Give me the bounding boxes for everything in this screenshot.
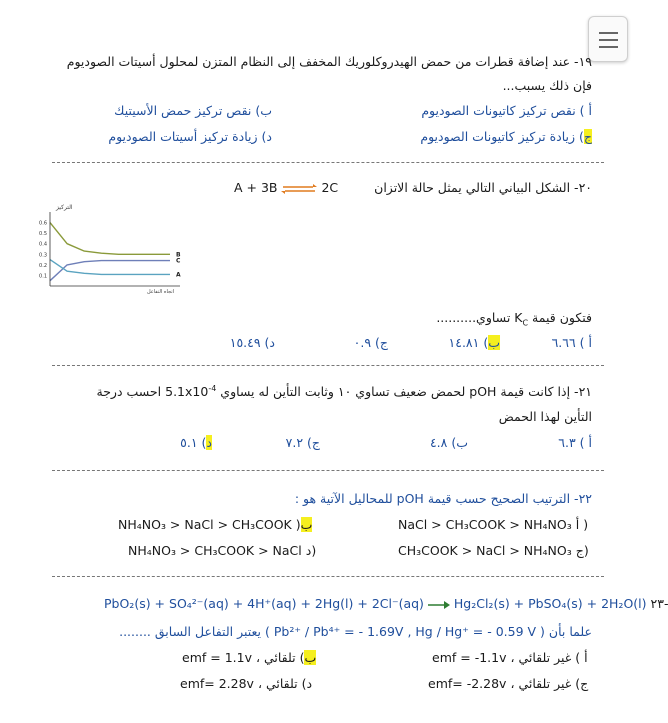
- chart-y-tick-label: 0.5: [39, 231, 47, 238]
- chart-series-label-C: C: [176, 257, 181, 265]
- q21-option-c[interactable]: ج) ٧.٢: [285, 435, 320, 450]
- q19-option-a[interactable]: أ ) نقص تركيز كاتيونات الصوديوم: [421, 103, 592, 118]
- q19-question-line1: ١٩- عند إضافة قطرات من حمض الهيدروكلوريك المخفف إلى النظام المتزن لمحلول أسيتات الصوديوم: [66, 54, 592, 69]
- menu-line-icon: [599, 32, 618, 34]
- q19-option-d[interactable]: د) زيادة تركيز أسيتات الصوديوم: [108, 129, 272, 144]
- section-divider: [52, 470, 604, 471]
- answer-highlight: ب: [300, 517, 313, 532]
- q20-question: ٢٠- الشكل البياني التالي يمثل حالة الاتزان: [374, 180, 592, 195]
- equilibrium-concentration-chart: [30, 200, 190, 300]
- q20-option-d[interactable]: د) ١٥.٤٩: [229, 335, 275, 350]
- q23-reaction-equation: PbO₂(s) + SO₄²⁻(aq) + 4H⁺(aq) + 2Hg(l) + 2Cl⁻(aq) Hg₂Cl₂(s) + PbSO₄(s) + 2H₂O(l) ٢٣: [104, 596, 664, 611]
- chart-y-tick-label: 0.1: [39, 273, 47, 280]
- q19-question-line2: فإن ذلك يسبب...: [502, 78, 592, 93]
- answer-highlight: ج: [583, 129, 592, 144]
- q20-result-line: فتكون قيمة $K_C$ تساوي..........: [436, 310, 592, 328]
- section-divider: [52, 162, 604, 163]
- chart-y-tick-label: 0.6: [39, 220, 47, 227]
- chart-y-tick-label: 0.4: [39, 241, 47, 248]
- reaction-arrow-icon: [428, 601, 450, 609]
- chart-x-axis-label: اتجاه التفاعل: [147, 289, 174, 295]
- hamburger-menu-button[interactable]: [588, 16, 628, 62]
- chart-series-line-A: [50, 260, 170, 275]
- menu-line-icon: [599, 39, 618, 41]
- q21-question-line2: التأين لهذا الحمض: [498, 409, 592, 424]
- menu-line-icon: [599, 46, 618, 48]
- chart-y-tick-label: 0.2: [39, 262, 47, 269]
- section-divider: [52, 576, 604, 577]
- answer-highlight: ب: [304, 650, 317, 665]
- q23-note: علما بأن ( Pb²⁺ / Pb⁴⁺ = - 1.69V , Hg / Hg⁺ = - 0.59 V ) يعتبر التفاعل السابق ........: [119, 624, 592, 639]
- q23-option-a[interactable]: emf = -1.1v أ ) غير تلقائي ،: [432, 650, 588, 665]
- answer-highlight: د: [206, 435, 212, 450]
- q22-option-c[interactable]: CH₃COOK > NaCl > NH₄NO₃ ج): [398, 543, 589, 558]
- q21-option-d[interactable]: د) ٥.١: [180, 435, 212, 450]
- q21-option-a[interactable]: أ ) ٦.٣: [558, 435, 592, 450]
- q22-option-b[interactable]: NH₄NO₃ > NaCl > CH₃COOK )ب: [118, 517, 313, 532]
- q19-option-c[interactable]: ج) زيادة تركيز كاتيونات الصوديوم: [420, 129, 592, 144]
- answer-highlight: ب: [488, 335, 500, 350]
- chart-series-line-B: [50, 223, 170, 255]
- q21-question-line1: ٢١- إذا كانت قيمة pOH لحمض ضعيف تساوي ١٠ وثابت التأين له يساوي $5.1x10^{-4}$ احسب درجة: [96, 384, 592, 400]
- q19-option-b[interactable]: ب) نقص تركيز حمض الأسيتيك: [114, 103, 272, 118]
- q21-option-b[interactable]: ب) ٤.٨: [429, 435, 468, 450]
- q23-option-d[interactable]: emf= 2.28v د) تلقائي ،: [180, 676, 313, 691]
- q20-option-c[interactable]: ج) ٠.٩: [353, 335, 388, 350]
- chart-y-axis-label: التركيز: [56, 204, 73, 211]
- q22-option-d[interactable]: NH₄NO₃ > CH₃COOK > NaCl د): [128, 543, 317, 558]
- q20-option-b[interactable]: ب) ١٤.٨١: [448, 335, 500, 350]
- chart-series-label-A: A: [176, 271, 181, 279]
- equilibrium-arrows-icon: [281, 183, 317, 195]
- q22-question: ٢٢- الترتيب الصحيح حسب قيمة pOH للمحاليل الآتية هو :: [294, 491, 592, 506]
- q23-option-c[interactable]: emf= -2.28v ج) غير تلقائي ،: [428, 676, 589, 691]
- q22-option-a[interactable]: NaCl > CH₃COOK > NH₄NO₃ أ ): [398, 517, 589, 532]
- section-divider: [52, 365, 604, 366]
- chart-y-tick-label: 0.3: [39, 252, 47, 259]
- q20-equilibrium-equation: A + 3B 2C: [234, 180, 339, 195]
- chart-series-label-B: B: [176, 251, 181, 259]
- q20-option-a[interactable]: أ ) ٦.٦٦: [551, 335, 592, 350]
- q23-option-b[interactable]: emf = 1.1v ) تلقائي ،ب: [182, 650, 317, 665]
